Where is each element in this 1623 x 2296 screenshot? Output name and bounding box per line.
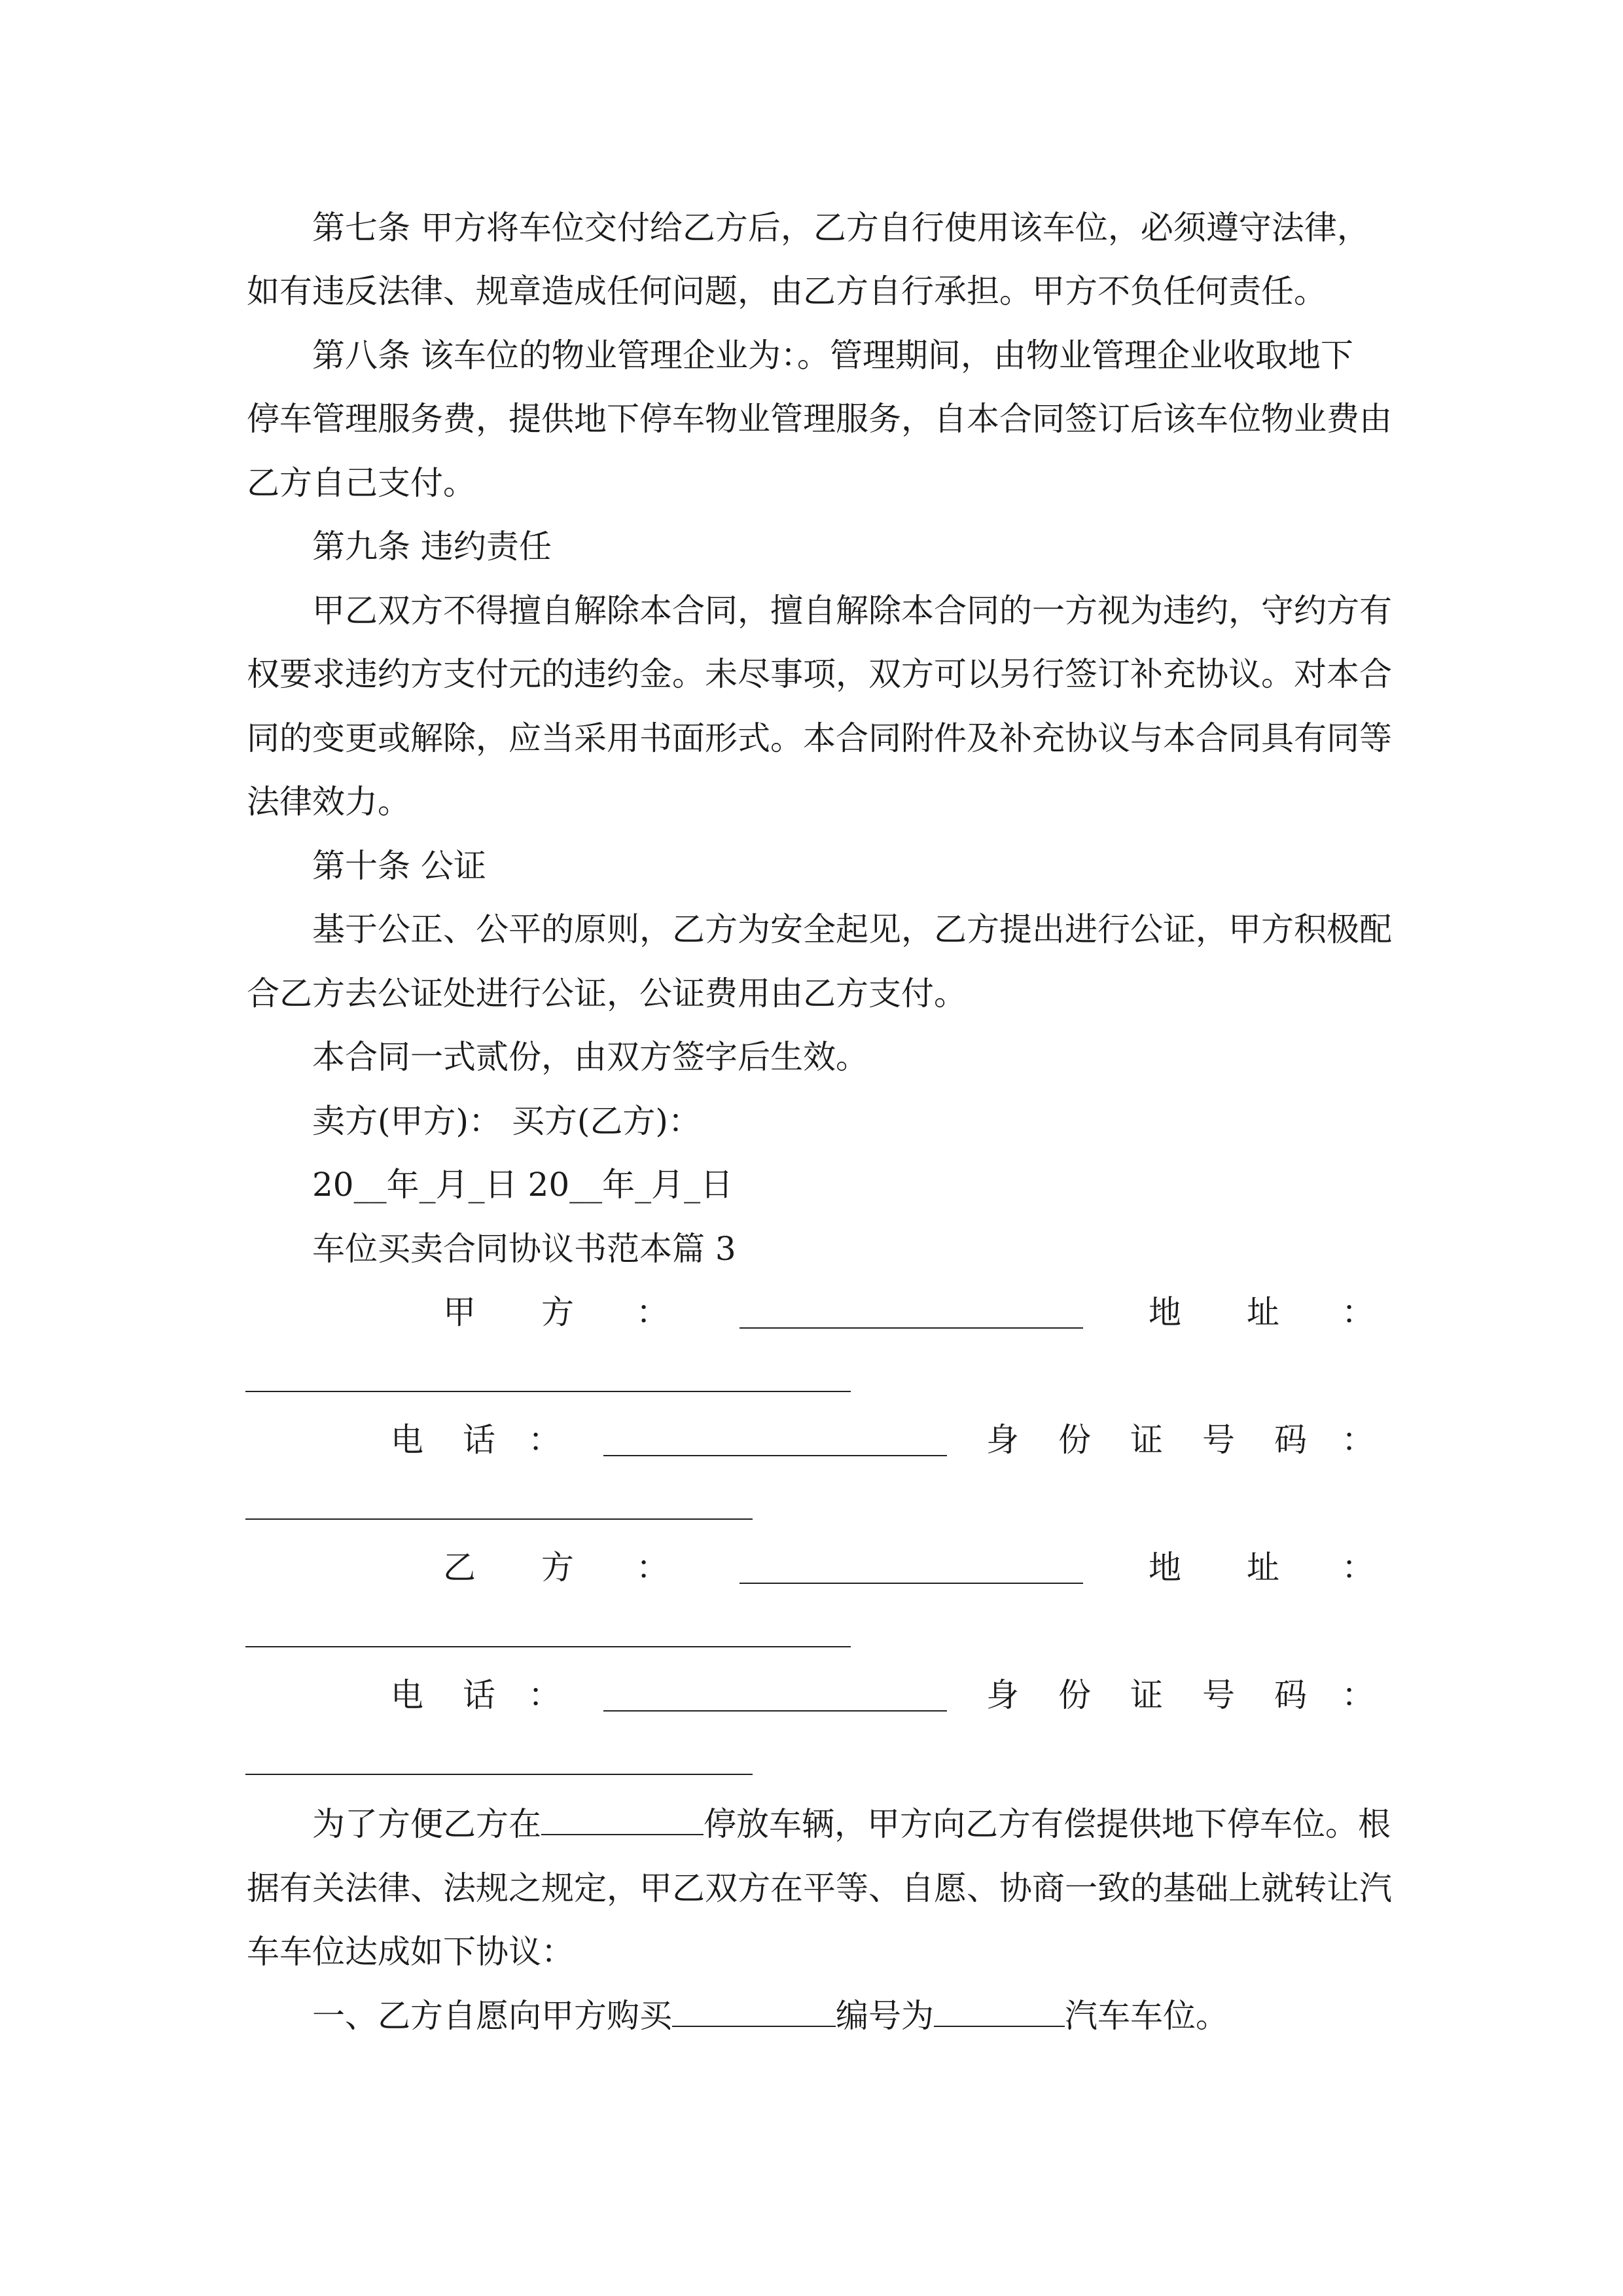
agreement-intro-line-1 bbox=[312, 1801, 1391, 1847]
parking-area-blank[interactable] bbox=[672, 1994, 836, 2027]
address-a-char-1: 地 bbox=[1149, 1293, 1181, 1331]
agreement-intro-line-2: 据有关法律、法规之规定，甲乙双方在平等、自愿、协商一致的基础上就转让汽 bbox=[247, 1869, 1392, 1907]
party-b-phone-blank[interactable] bbox=[603, 1710, 947, 1712]
phone-b-char-2: 话 bbox=[463, 1676, 495, 1714]
id-b-char-2: 份 bbox=[1058, 1676, 1091, 1714]
id-a-char-2: 份 bbox=[1058, 1421, 1091, 1459]
id-a-colon: ： bbox=[1342, 1421, 1374, 1459]
dates-line: 20__年_月_日 20__年_月_日 bbox=[312, 1166, 734, 1204]
intro-text-a: 为了方便乙方在 bbox=[312, 1805, 541, 1843]
article-10-line-1: 基于公正、公平的原则，乙方为安全起见，乙方提出进行公证，甲方积极配 bbox=[312, 910, 1392, 948]
address-b-char-2: 址 bbox=[1247, 1549, 1279, 1587]
party-b-char-1: 乙 bbox=[443, 1549, 476, 1587]
article-7-line-2: 如有违反法律、规章造成任何问题，由乙方自行承担。甲方不负任何责任。 bbox=[247, 272, 1327, 310]
party-a-colon: ： bbox=[636, 1293, 669, 1331]
id-b-char-3: 证 bbox=[1130, 1676, 1163, 1714]
address-b-char-1: 地 bbox=[1149, 1549, 1181, 1587]
party-a-address-blank[interactable] bbox=[245, 1391, 851, 1392]
article-8-line-2: 停车管理服务费，提供地下停车物业管理服务，自本合同签订后该车位物业费由 bbox=[247, 400, 1392, 438]
article-9-line-4: 法律效力。 bbox=[247, 783, 410, 821]
id-b-char-5: 码 bbox=[1274, 1676, 1307, 1714]
phone-b-char-1: 电 bbox=[391, 1676, 423, 1714]
phone-a-char-1: 电 bbox=[391, 1421, 423, 1459]
seller-buyer-line: 卖方(甲方)： 买方(乙方)： bbox=[312, 1102, 701, 1140]
section-title: 车位买卖合同协议书范本篇 3 bbox=[312, 1230, 736, 1268]
party-b-char-2: 方 bbox=[541, 1549, 574, 1587]
agreement-intro-line-3: 车车位达成如下协议： bbox=[247, 1933, 574, 1971]
intro-text-b: 停放车辆，甲方向乙方有偿提供地下停车位。根 bbox=[704, 1805, 1391, 1843]
id-b-char-1: 身 bbox=[986, 1676, 1019, 1714]
article-10-line-2: 合乙方去公证处进行公证，公证费用由乙方支付。 bbox=[247, 975, 967, 1013]
id-a-char-1: 身 bbox=[986, 1421, 1019, 1459]
party-b-id-blank[interactable] bbox=[245, 1774, 753, 1775]
item1-text-a: 一、乙方自愿向甲方购买 bbox=[312, 1997, 672, 2035]
article-9-line-2: 权要求违约方支付元的违约金。未尽事项，双方可以另行签订补充协议。对本合 bbox=[247, 655, 1392, 693]
id-a-char-5: 码 bbox=[1274, 1421, 1307, 1459]
article-8-line-3: 乙方自己支付。 bbox=[247, 464, 476, 502]
party-b-address-blank[interactable] bbox=[245, 1646, 851, 1647]
phone-a-colon: ： bbox=[528, 1421, 561, 1459]
party-a-char-1: 甲 bbox=[443, 1293, 476, 1331]
article-9-title: 第九条 违约责任 bbox=[312, 528, 552, 565]
parking-number-blank[interactable] bbox=[934, 1994, 1065, 2027]
party-a-name-blank[interactable] bbox=[740, 1327, 1083, 1329]
address-b-colon: ： bbox=[1342, 1549, 1374, 1587]
address-a-char-2: 址 bbox=[1247, 1293, 1279, 1331]
id-b-colon: ： bbox=[1342, 1676, 1374, 1714]
party-a-char-2: 方 bbox=[541, 1293, 574, 1331]
agreement-item-1 bbox=[312, 1993, 1228, 2039]
item1-text-b: 编号为 bbox=[836, 1997, 934, 2035]
id-a-char-3: 证 bbox=[1130, 1421, 1163, 1459]
article-8-line-1: 第八条 该车位的物业管理企业为：。管理期间，由物业管理企业收取地下 bbox=[312, 336, 1353, 374]
article-9-line-1: 甲乙双方不得擅自解除本合同，擅自解除本合同的一方视为违约，守约方有 bbox=[312, 592, 1392, 630]
party-a-id-blank[interactable] bbox=[245, 1518, 753, 1520]
parking-location-blank[interactable] bbox=[541, 1803, 704, 1835]
item1-text-c: 汽车车位。 bbox=[1065, 1997, 1228, 2035]
party-b-name-blank[interactable] bbox=[740, 1583, 1083, 1584]
article-7-line-1: 第七条 甲方将车位交付给乙方后，乙方自行使用该车位，必须遵守法律， bbox=[312, 209, 1370, 247]
phone-a-char-2: 话 bbox=[463, 1421, 495, 1459]
party-b-colon: ： bbox=[636, 1549, 669, 1587]
id-a-char-4: 号 bbox=[1202, 1421, 1235, 1459]
address-a-colon: ： bbox=[1342, 1293, 1374, 1331]
party-a-phone-blank[interactable] bbox=[603, 1455, 947, 1456]
copies-clause: 本合同一式贰份，由双方签字后生效。 bbox=[312, 1038, 868, 1076]
phone-b-colon: ： bbox=[528, 1676, 561, 1714]
id-b-char-4: 号 bbox=[1202, 1676, 1235, 1714]
article-9-line-3: 同的变更或解除，应当采用书面形式。本合同附件及补充协议与本合同具有同等 bbox=[247, 719, 1392, 757]
article-10-title: 第十条 公证 bbox=[312, 847, 486, 885]
